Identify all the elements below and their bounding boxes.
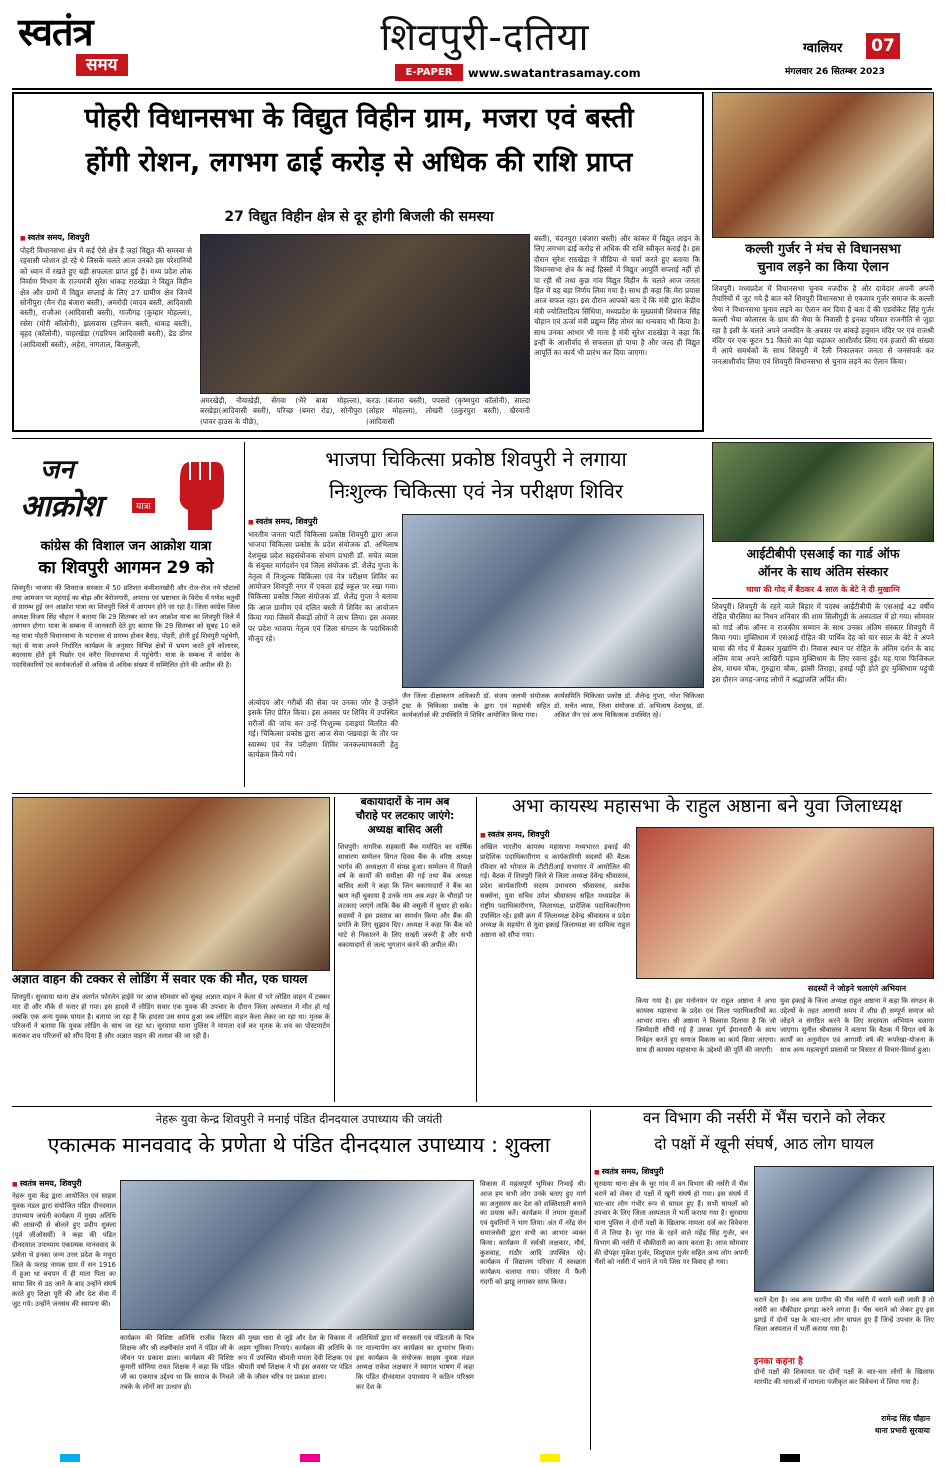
story-vidyut [12,92,704,432]
story4-headline: अज्ञात वाहन की टक्कर से लोडिंग में सवार एक की मौत, एक घायल [12,972,308,986]
registration-mark-yellow [540,1454,560,1462]
logo-line2: समय [76,54,128,76]
registration-mark-cyan [60,1454,80,1462]
masthead [0,0,945,86]
chikitsa-photo [402,514,704,688]
story5-headline-line2: चौराहे पर लटकाए जाएंगे: [355,810,455,822]
story7-col4: अतिथियों द्वारा माँ सरस्वती एवं पंडितजी के चित्र पर माल्यार्पण कर कार्यक्रम का शुभारंभ किया। इस कार्यक्रम के संयोजक साहस युवक मंडल अध्यक्ष राकेश लक्षकार ने स्वागत भाषण में कहा कि पंडित दीनदयाल उपाध्याय ने कठिन परिश्रम कर देश के [356,1334,474,1391]
itbp-subcaption: चाचा की गोद में बैठकर 4 साल के बेटे ने दी मुखाग्नि [746,585,900,594]
story6-col2: किया गया है। इस मनोनयन पर राहुल अष्ठाना ने अभा कायस्थ महासभा के प्रदेश एवं जिला पदाधिकारियों का आभार माना। श्री अष्ठाना ने विश्वास दिलाया है कि जो जिम्मेदारी सौंपी गई है उसका पूर्ण ईमानदारी के साथ निर्वहन करते हुए समाज विकास का कार्य किया जाएगा। साथ ही कायस्थ महासभा के उद्देश्यों की पूर्ति की जाएगी। [636,997,776,1054]
story1-headline-line2: होंगी रोशन, लगभग ढाई करोड़ से अधिक की राशि प्राप्त [85,147,633,178]
col-rule-b [334,797,335,1102]
kayastha-photo-caption: सदस्यों ने जोड़ने चलाएंगे अभियान [807,984,907,993]
quote-author-title: थाना प्रभारी सुरवाया [874,1426,930,1435]
story1-headline-line1: पोहरी विधानसभा के विद्युत विहीन ग्राम, मजरा एवं बस्ती [84,103,634,134]
story3-col2: अंत्योदय और गरीबों की सेवा पर उनका जोर है उन्होंने इसके लिए प्रेरित किया। इस अवसर पर शिविर में उपस्थित मरीजों की जांच कर उन्हें निःशुल्क दवाइयां वितरित की गई। चिकित्सा प्रकोष्ठ द्वारा आज सेवा पखवाड़ा के तौर पर स्वास्थ्य एवं नेत्र परीक्षण शिविर जनकल्याणकारी हेतु कार्यक्रम किये गये। [248,698,398,760]
itbp-text: शिवपुरी। शिवपुरी के रहने वाले बिहार में पदस्थ आईटीबीपी के एसआई 42 वर्षीय रोहित चौरसिया का निधन शनिवार की शाम सिलीगुड़ी के अस्पताल में हो गया। सोमवार को गार्ड ऑफ ऑनर व राजकीय सम्मान के साथ उनका अंतिम संस्कार शिवपुरी में किया गया। मुक्तिधाम में एसआई रोहित की पार्थिव देह को चार साल के बेटे ने अपने चाचा की गोद में बैठकर मुखाग्नि दी। निवास स्थान पर रोहित के अंतिम दर्शन के बाद अंतिम यात्रा अपने आखिरी पड़ाव मुक्तिधाम के लिए रवाना हुई। यह यात्रा फिजिकल क्षेत्र, माधव चौक, गुरुद्वारा चौक, झांसी तिराहा, हवाई पट्टी होते हुए मुक्तिधाम पहुंची इस दौरान जगह-जगह लोगों ने श्रद्धांजलि अर्पित की। [712,602,934,684]
story3-col1: भारतीय जनता पार्टी चिकित्सा प्रकोष्ठ शिवपुरी द्वारा आज भाजपा चिकित्सा प्रकोष्ठ के प्रदेश संयोजक डॉ. अभिलाष देशमुख प्रदेश सहसंयोजक संभाग प्रभारी डॉ. सचेत व्यास के संयुक्त मार्गदर्शन एवं जिला संयोजक डॉ. शैलेंद्र गुप्ता के नेतृत्व में निःशुल्क चिकित्सा एवं नेत्र परीक्षण शिविर का आयोजन शिवपुरी नगर में एकता हाई स्कूल पर रखा गया। चिकित्सा प्रकोष्ठ जिला संयोजक डॉ. शैलेंद्र गुप्ता ने बताया कि आज ग्रामीण एवं दलित बस्ती में शिविर का आयोजन किया गया जिसमें सैकड़ों लोगों ने लाभ लिया। इस अवसर पर प्रदेश भाजपा नेतृत्व एवं जिला संगठन के पदाधिकारी मौजूद रहे। [248,530,398,644]
city-label: ग्वालियर [803,41,843,56]
story8-headline-line2: दो पक्षों में खूनी संघर्ष, आठ लोग घायल [654,1135,874,1153]
story1-col1: पोहरी विधानसभा क्षेत्र में कई ऐसे क्षेत्र हैं जहां विद्युत की समस्या से रहवासी परेशान हो रहे थे जिसके चलते आज उनको इस परेशानियों को ध्यान में रखते हुए बड़ी सफलता प्राप्त हुई है। मध्य प्रदेश लोक निर्माण विभाग के राज्यमंत्री सुरेश धाकड़ राठखेड़ा ने विद्युत विहीन क्षेत्र और ग्रामों में विद्युत सप्लाई के लिए 27 ग्रामीण क्षेत्र जिनमें सोनीपुरा (मैन रोड बंजारा बस्ती), अमरोदी (यादव बस्ती, आदिवासी बस्ती), राजौआ (आदिवासी बस्ती), गाजीगढ़ (कुम्हार मोहल्ला), रसेरा (मोरी कॉलोनी), झलावास (हरिजन बस्ती, धाकड़ बस्ती), बृहद (कॉलोनी), पाहरखेड़ा (गडरियन आदिवासी बस्ती), ढेड डोंगर (आदिवासी बस्ती), अहेरा, नागताल, बिलकुली, [20,246,192,349]
story4-text: शिवपुरी। सुरवाया थाना क्षेत्र अंतर्गत फोरलेन हाईवे पर आज सोमवार को सुबह अज्ञात वाहन ने केला से भरे लोडिंग वाहन में टक्कर मार दी और मौके से फरार हो गया। इस हादसे में लोडिंग सवार एक युवक की उपचार के दौरान जिला अस्पताल में मौत हो गई जबकि एक अन्य युवक घायल है। बताया जा रहा है कि हादसा उस समय हुआ जब लोडिंग वाहन केला लेकर जा रहा था। मृतक के परिजनों ने बताया कि युवक लोडिंग के साथ जा रहा था। सुरवाया थाना पुलिस ने मामला दर्ज कर मृतक के शव का पोस्टमार्टम कराकर शव परिजनों को सौंप दिया है और अज्ञात वाहन की तलाश की जा रही है। [12,993,330,1041]
kalli-caption-line1: कल्ली गुर्जर ने मंच से विधानसभा [745,242,901,257]
logo-aakrosh: आक्रोश [20,489,102,524]
chikitsa-caption-2: कार्यसमिति चिकित्सा प्रकोष्ठ डॉ. शैलेन्द्र गुप्ता, नरेश चिकित्सा डॉ. सचेत व्यास, जिला संयोजक डॉ. अभिलाष देशमुख, डॉ. अंकित जैन एवं अन्य चिकित्सक उपस्थित रहे। [554,692,704,720]
story1-photo [200,234,530,394]
story1-byline: ■ स्वतंत्र समय, शिवपुरी [20,232,90,243]
story7-col1: नेहरू युवा केंद्र द्वारा आयोजित एवं साहस युवक मंडल द्वारा संयोजित पंडित दीनदयाल उपाध्याय जयंती कार्यक्रम में मुख्य अतिथि की आसन्दी से बोलते हुए प्रदीप शुक्ला (पूर्व जीओसर्वी) ने कहा की पंडित दीनदयाल उपाध्याय एकात्मक मानववाद के प्रणेता थे इनका जन्म उत्तर प्रदेश के मथुरा जिले के फराह नामक ग्राम में सन 1916 में हुआ था बचपन में ही माता पिता का साया सिर से उठ जाने के बाद उन्होंने संघर्ष करते हुए शिक्षा पूरी की और देश सेवा में जुट गये। उन्होंने जनसंघ की स्थापना की। [12,1192,116,1308]
row3-rule [12,1106,932,1107]
story7-kicker: नेहरू युवा केन्द्र शिवपुरी ने मनाई पंडित दीनदयाल उपाध्याय की जयंती [155,1112,443,1126]
page-number: 07 [866,33,900,59]
quote-author-name: रामेन्द्र सिंह चौहान [881,1414,930,1423]
story8-col2: चराने देता है। जब अन्य ग्रामीण की भैंस नर्सरी में चराने चली जाती है तो नर्सरी का चौकीदार झगड़ा करने लगता है। भैंस चराने को लेकर हुए इस झगड़े में दोनों पक्ष के चार-चार लोग घायल हुए हैं जिन्हें उपचार के लिए जिला अस्पताल में भर्ती कराया गया है। [754,1296,934,1334]
website-link[interactable]: www.swatantrasamay.com [468,66,641,80]
story-bank [338,797,472,1102]
story-accident [12,797,330,1102]
story5-headline-line3: अध्यक्ष बासिद अली [367,824,443,836]
story3-headline-line1: भाजपा चिकित्सा प्रकोष्ठ शिवपुरी ने लगाया [325,447,627,471]
accident-photo [12,797,330,971]
kayastha-photo [636,827,934,979]
story5-headline-line1: बकायादारों के नाम अब [360,796,450,808]
deendayal-photo [120,1180,474,1330]
story7-col2: कार्यक्रम की विशिष्ट अतिथि राजीव किरार शिक्षक और श्री लक्ष्मीकांत शर्मा ने पंडित जी के जीवन पर प्रकाश डाला। कार्यक्रम की विशिष्ट कुमारी सोनिया रावत शिक्षक ने कहा कि पंडित जी का एकमात्र उद्देश्य था कि समाज के निचले तबके के लोगों का उत्थान हो। [120,1334,234,1391]
story-jan-aakrosh [12,442,240,787]
itbp-photo [712,442,934,542]
story-deendayal [12,1110,586,1450]
story6-byline: ■ स्वतंत्र समय, शिवपुरी [480,829,550,840]
story1-col3: करऊ (बंजारा बस्ती), पपसरो (कृष्णपुरा कॉलोनी), साल्दा (लोहार मोहल्ला), लोखरी (ठकुरपुरा बस्ती), खैरवानी (आदिवासी [366,396,530,426]
kalli-photo [712,92,934,238]
story-itbp [712,442,934,787]
itbp-rule [712,598,934,599]
story8-quote: दोनों पक्षों की शिकायत पर दोनों पक्षों के चार-चार लोगों के खिलाफ मारपीट की धाराओं में मामला पंजीकृत कर विवेचना में लिया गया है। [754,1368,934,1386]
jan-aakrosh-logo [12,446,240,534]
story2-text: शिवपुरी। भाजपा की शिवराज सरकार में 50 प्रतिशत कमीशनखोरी और रोज-रोज नये घोटालों तथा आमजन पर महंगाई का बोझ और बेरोजगारी, अपराध एवं भ्रष्टाचार के विरोध में गणेश चतुर्थी से प्रारम्भ हुई जन आक्रोश यात्रा का शिवपुरी जिले में आगमन होने जा रहा है। जिला कांग्रेस जिला अध्यक्ष विजय सिंह चौहान ने बताया कि 29 सितम्बर को जन आक्रोश यात्रा का शिवपुरी जिले में आगमन होगा। यात्रा के सम्बन्ध में जानकारी देते हुए बताया कि 29 सितम्बर को सुबह 10 बजे यह यात्रा पोहरी विधानसभा के भटनावर से प्रारम्भ होकर बैराड़, पोहरी, होती हुई शिवपुरी पहुंचेगी, यहां से यात्रा अपने निर्धारित कार्यक्रम के अनुसार विभिन्न क्षेत्रों में भ्रमण करते हुये कोलारस, बदरवास होते हुये पिछोर एवं करैरा विधानसभा में पहुंचेगी। यात्रा के सम्बन्ध में कांग्रेस के पदाधिकारियों एवं कार्यकर्ताओं से अधिक से अधिक संख्या में सम्मिलित होने की अपील की है। [12,584,240,669]
row1-rule [12,438,932,439]
logo-line1: स्वतंत्र [18,10,93,54]
logo [18,12,178,82]
chikitsa-caption-1: जैन जिला दीक्षाकरण अधिकारी डॉ. संजय जलभी संयोजक ट्रस्ट के चिकित्सा प्रकोष्ठ के द्वारा एवं महामंत्री सहित कार्यकर्ताओं की उपस्थिति में शिविर आयोजित किया गया। [402,692,550,720]
masthead-rule [12,88,932,90]
story3-byline: ■ स्वतंत्र समय, शिवपुरी [248,516,318,527]
fist-icon [172,450,228,532]
col-rule-d [590,1110,591,1450]
story-van-vibhag [594,1110,934,1450]
story8-byline: ■ स्वतंत्र समय, शिवपुरी [594,1166,664,1177]
story-kayastha [480,797,934,1102]
row2-rule [12,793,932,794]
itbp-caption-line2: ऑनर के साथ अंतिम संस्कार [757,564,889,579]
story1-col2: अमरखेड़ी, नौयाखेड़ी, सेंगवा (भैरे बाबा मोहल्ला), बरखेड़ा(आदिवासी बस्ती), परिच्छ (बमरा रोड), सोनीपुरा (पावर हाउस के पीछे), [200,396,362,426]
itbp-caption-line1: आईटीबीपी एसआई का गार्ड ऑफ [746,546,900,561]
story-kalli-gurjar [712,92,934,432]
story2-headline-line2: का शिवपुरी आगमन 29 को [38,558,214,578]
col-rule-c [476,797,477,1102]
kayastha-photo-text: युवा इकाई के जिला अध्यक्ष राहुल अष्ठाना ने कहा कि संगठन के उद्देश्यों के तहत आगामी समय में शीघ्र ही सम्पूर्ण समाज को जोड़ने व संगठित करने के लिए सदस्यता अभियान चलाया जाएगा। सुनील श्रीवास्तव ने बताया कि बैठक में विगत वर्ष के कार्यों का अनुमोदन एवं आगामी वर्ष की रूपरेखा-योजना के साथ अन्य महत्वपूर्ण प्रस्तावों पर विस्तार से विचार-विमर्श हुआ। [780,997,934,1054]
story2-headline-line1: कांग्रेस की विशाल जन आक्रोश यात्रा [40,539,212,554]
story3-headline-line2: निःशुल्क चिकित्सा एवं नेत्र परीक्षण शिविर [328,479,624,503]
story5-text: शिवपुरी। नागरिक सहकारी बैंक मर्यादित का वार्षिक साधारण सम्मेलन विगत दिवस बैंक के वरिष्ठ अध्यक्ष भार्गव की अध्यक्षता में संपन्न हुआ। सम्मेलन में पिछले वर्ष के कार्यों की समीक्षा की गई तथा बैंक अध्यक्ष बासिद अली ने कहा कि जिन बकायादारों ने बैंक का ऋण नहीं चुकाया है उनके नाम अब शहर के चौराहों पर लटकाए जाएंगे ताकि बैंक की वसूली में सुधार हो सके। सदस्यों ने इस प्रस्ताव का समर्थन किया और बैंक की प्रगति के लिए सुझाव दिए। अध्यक्ष ने कहा कि बैंक को घाटे से निकालने के लिए सख्ती जरूरी है और सभी बकायादारों से जल्द भुगतान करने की अपील की। [338,843,472,949]
story1-col4: बस्ती), चंदनपुरा (बंजारा बस्ती) और कांकर में विद्युत लाइन के लिए लगभग ढाई करोड़ से अधिक की राशि स्वीकृत कराई है। इस दौरान सुरेश राठखेड़ा ने मीडिया से चर्चा करते हुए बताया कि विधानसभा क्षेत्र के कई हिस्सों में विद्युत आपूर्ति सप्लाई नहीं हो पा रही थी तथा कुछ गांव विद्युत विहीन के चलते आज जनता हित में यह बड़ा निर्णय लिया गया है। साथ ही कहा कि मेरा प्रयास आज सफल रहा। इस दौरान आपको बता दें कि मंत्री द्वारा केंद्रीय मंत्री ज्योतिरादित्य सिंधिया, मध्यप्रदेश के मुख्यमंत्री शिवराज सिंह चौहान एवं ऊर्जा मंत्री प्रद्युम्न सिंह तोमर का धन्यवाद भी किया है। साथ उनका आभार भी माना है मंत्री सुरेश राठखेड़ा ने कहा कि इन्हीं के आशीर्वाद से सफलता हो पाया है और जल्द ही विद्युत आपूर्ति का कार्य भी प्रारंभ कर दिया जाएगा। [534,234,700,358]
story6-col1: अखिल भारतीय कायस्थ महासभा मध्यभारत इकाई की प्रादेशिक पदाधिकारीगण व कार्यकारिणी सदस्यों की बैठक रविवार को भोपाल के टीटीटीआई सभागार में आयोजित की गई। बैठक में शिवपुरी जिले से जिला अध्यक्ष देवेन्द्र श्रीवास्तव, प्रदेश कार्यकारिणी सदस्य उमाचरण श्रीवास्तव, अशोक सक्सेना, युवा सचिव उमेश श्रीवास्तव सहित मध्यप्रदेश के राष्ट्रीय पदाधिकारीगण, जिलाध्यक्ष, प्रादेशिक पदाधिकारीगण उपस्थित रहे। इसी क्रम में जिलाध्यक्ष देवेन्द्र श्रीवास्तव व प्रदेश अध्यक्ष के सहयोग से युवा इकाई जिलाध्यक्ष का दायित्व राहुल अष्ठाना को सौंपा गया। [480,843,630,940]
logo-jan: जन [40,455,74,485]
story8-kicker: इनका कहना है [754,1357,803,1367]
story6-headline: अभा कायस्थ महासभा के राहुल अष्ठाना बने युवा जिलाध्यक्ष [511,796,903,817]
kalli-rule [712,280,934,281]
story8-headline-line1: वन विभाग की नर्सरी में भैंस चराने को लेकर [642,1109,886,1127]
kalli-caption-line2: चुनाव लड़ने का किया ऐलान [757,260,889,275]
section-title: शिवपुरी-दतिया [380,15,590,59]
story7-byline: ■ स्वतंत्र समय, शिवपुरी [12,1178,82,1189]
epaper-label: E-PAPER [395,64,463,81]
issue-date: मंगलवार 26 सितम्बर 2023 [785,67,885,77]
story8-col1: सुरवाया थाना क्षेत्र के चुर गांव में वन विभाग की नर्सरी में भैंस चराने को लेकर दो पक्षों में खूनी संघर्ष हो गया। इस संघर्ष में चार-चार लोग गंभीर रूप से घायल हुए हैं। सभी घायलों को उपचार के लिए जिला अस्पताल में भर्ती कराया गया है। सुरवाया थाना पुलिस ने दोनों पक्षों के खिलाफ मामला दर्ज कर विवेचना में ले लिया है। चुर गांव के रहने वाले महेंद्र सिंह गुर्जर, बन विभाग की नर्सरी में चौकीदारी का काम करता है। आज सोमवार की दोपहर मुकेश गुर्जर, शिशुपाल गुर्जर सहित अन्य लोग अपनी भैंसों को नर्सरी में चराने ले गये जिस पर विवाद हो गया। [594,1180,748,1267]
story1-subhead: 27 विद्युत विहीन क्षेत्र से दूर होगी बिजली की समस्या [224,209,494,225]
story7-headline: एकात्मक मानववाद के प्रणेता थे पंडित दीनदयाल उपाध्याय : शुक्ला [47,1133,551,1157]
kalli-text: शिवपुरी। मध्यप्रदेश में विधानसभा चुनाव नजदीक है और दावेदार अपनी अपनी तैयारियों में जुट गये हैं बात करें शिवपुरी विधानसभा से एकमात्र गुर्जर समाज के कल्ली भैया ने विधानसभा चुनाव लड़ने का ऐलान कर दिया है बता दें की एडवोकेट सिंह गुर्जर कल्ली भैया कोलारस के ग्राम की भैया के निवासी है इनका परिवार राजनीति से जुड़ा रहा है इसी के चलते अपने जन्मदिन के अवसर पर बांकड़े हनुमान मंदिर पर एवं राजश्री मंदिर पर एक कूटन 51 किलो का पेड़ा चढ़ाकर आशीर्वाद लिया एवं हजारों की संख्या में आये समर्थकों के साथ शिवपुरी में रैली निकालकर जनता से जनसंपर्क कर जनआशीर्वाद लिया एवं शिवपुरी विधानसभा से चुनाव लड़ने का ऐलान किया। [712,284,934,366]
story7-col5: विकास में महत्वपूर्ण भूमिका निभाई थी। आज हम सभी लोग उनके बताए हुए मार्ग का अनुसरण कर देश को शक्तिशाली बनाने का प्रयास करें। कार्यक्रम में तमाम युवाओं एवं युवतियों ने भाग लिया। अंत में नरेंद्र सेन समाजसेवी द्वारा सभी का आभार व्यक्त किया। कार्यक्रम में सर्वश्री लक्षकार, मौर्य, कुशवाह, राठौर आदि उपस्थित रहे। कार्यक्रम में विद्यालय परिवार में स्वच्छता कार्यक्रम चलाया गया। परिसर में फैली गंदगी को झाडू लगाकर साफ किया। [480,1180,586,1286]
logo-yatra: यात्रा [132,498,155,513]
registration-mark-black [780,1454,800,1462]
story7-col3: की मुख्य धारा से जुड़े और देश के विकास में अहम भूमिका निभाएं। कार्यक्रम की अतिथि के रूप में उपस्थित श्रीमती ममता देवी शिक्षक एवं श्रीमती वर्षा शिक्षक ने भी इस अवसर पर पंडित जी के जीवन चरित्र पर प्रकाश डाला। [238,1334,352,1382]
registration-mark-magenta [300,1454,320,1462]
van-vibhag-photo [754,1166,934,1292]
col-rule-a [244,442,245,787]
story-chikitsa [248,442,704,787]
